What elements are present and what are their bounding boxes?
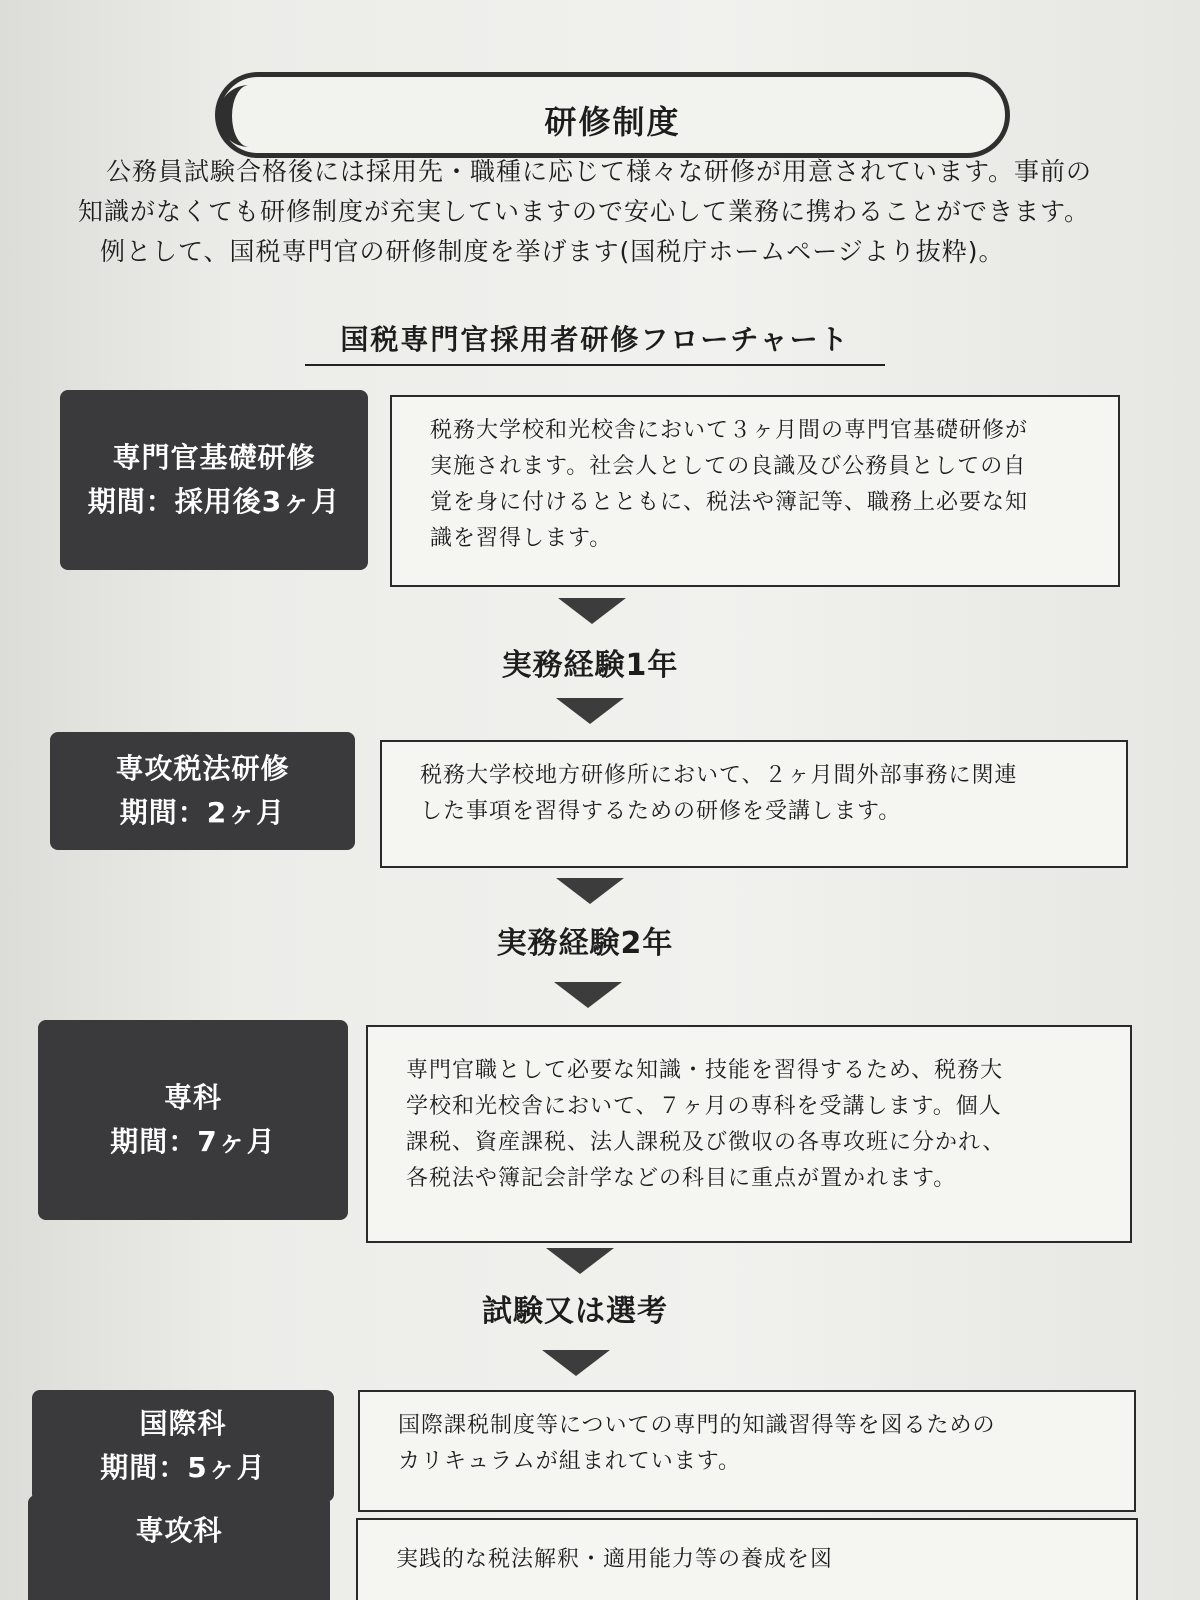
stage-name: 国際科	[139, 1407, 227, 1440]
milestone-label: 実務経験1年	[501, 648, 679, 683]
description-line: 課税、資産課税、法人課税及び徴収の各専攻班に分かれ、	[406, 1130, 1006, 1155]
description-line: 実施されます。社会人としての良識及び公務員としての自	[430, 454, 1027, 479]
stage-box	[50, 732, 355, 850]
stage-description	[390, 395, 1120, 587]
intro-line: 例として、国税専門官の研修制度を挙げます(国税庁ホームページより抜粋)。	[100, 237, 1005, 266]
stage-description	[366, 1025, 1132, 1243]
description-line: 識を習得します。	[430, 526, 613, 551]
stage-period: 期間：採用後3ヶ月	[87, 485, 341, 518]
down-arrow-icon	[556, 698, 624, 724]
stage-name: 専科	[163, 1081, 222, 1114]
description-line: 税務大学校地方研修所において、２ヶ月間外部事務に関連	[420, 763, 1018, 788]
description-line: 各税法や簿記会計学などの科目に重点が置かれます。	[406, 1166, 957, 1191]
milestone-label: 試験又は選考	[482, 1294, 668, 1329]
down-arrow-icon	[556, 878, 624, 904]
down-arrow-icon	[542, 1350, 610, 1376]
down-arrow-icon	[558, 598, 626, 624]
intro-paragraph	[78, 152, 1148, 272]
stage-description	[380, 740, 1128, 868]
description-line: 国際課税制度等についての専門的知識習得等を図るための	[398, 1413, 996, 1438]
description-line: 税務大学校和光校舎において３ヶ月間の専門官基礎研修が	[430, 418, 1029, 443]
description-line: 学校和光校舎において、７ヶ月の専科を受講します。個人	[406, 1094, 1002, 1119]
stage-box	[28, 1495, 330, 1600]
stage-period: 期間：7ヶ月	[110, 1125, 276, 1158]
stage-name: 専攻科	[135, 1514, 223, 1547]
down-arrow-icon	[554, 982, 622, 1008]
description-line: 覚を身に付けるとともに、税法や簿記等、職務上必要な知	[430, 490, 1029, 515]
title-banner	[215, 72, 1010, 158]
description-line: 専門官職として必要な知識・技能を習得するため、税務大	[406, 1058, 1004, 1083]
stage-name: 専門官基礎研修	[112, 441, 316, 474]
down-arrow-icon	[546, 1248, 614, 1274]
stage-period: 期間：5ヶ月	[100, 1451, 266, 1484]
stage-description	[356, 1518, 1138, 1600]
stage-name: 専攻税法研修	[115, 752, 290, 785]
stage-box	[38, 1020, 348, 1220]
stage-description	[358, 1390, 1136, 1512]
description-line: した事項を習得するための研修を受講します。	[420, 799, 902, 824]
stage-period: 期間：2ヶ月	[119, 796, 286, 829]
intro-line: 知識がなくても研修制度が充実していますので安心して業務に携わることができます。	[78, 197, 1091, 226]
intro-line: 公務員試験合格後には採用先・職種に応じて様々な研修が用意されています。事前の	[106, 157, 1093, 186]
description-line: 実践的な税法解釈・適用能力等の養成を図	[396, 1547, 834, 1572]
page-title: 研修制度	[544, 103, 681, 141]
description-line: カリキュラムが組まれています。	[398, 1449, 742, 1474]
stage-box	[32, 1390, 334, 1502]
flowchart-title: 国税専門官採用者研修フローチャート	[305, 318, 885, 366]
stage-box	[60, 390, 368, 570]
milestone-label: 実務経験2年	[496, 926, 674, 961]
